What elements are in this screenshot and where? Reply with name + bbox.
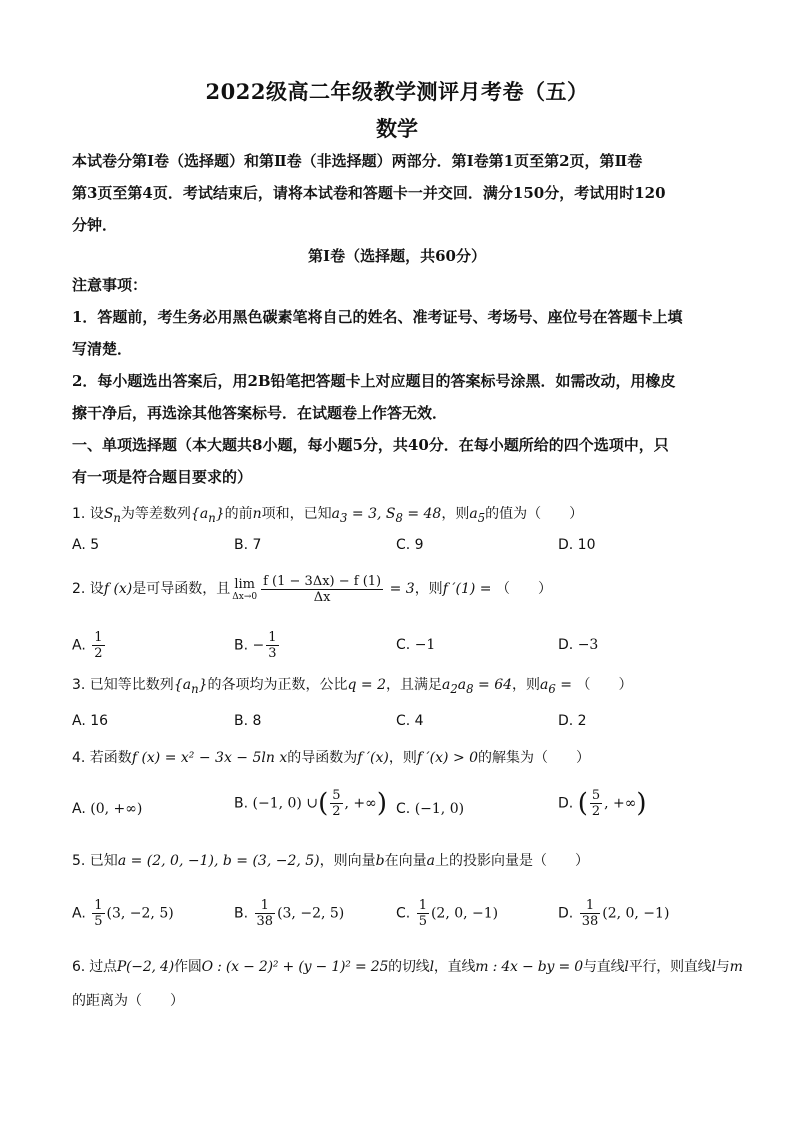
intro-line-3: 分钟．: [72, 216, 118, 234]
q5-option-d: D. $\frac{1}{38}$ (2, 0, −1): [558, 898, 670, 929]
q3-option-b: B. 8: [234, 713, 262, 729]
q1-option-a: A. 5: [72, 537, 100, 553]
note-1-line-2: 写清楚．: [72, 340, 133, 358]
note-1-line-1: 1．答题前，考生务必用黑色碳素笔将自己的姓名、准考证号、考场号、座位号在答题卡上填: [72, 308, 683, 326]
q5-option-b: B. $\frac{1}{38}$ (3, −2, 5): [234, 898, 345, 929]
question-2: 2. 设f (x)是可导函数，且 lim Δx→0 $\frac{f (1 - 3\Delta x) - f (1)}{\Delta x}$ = 3，则f ′(1) = （ ）: [72, 573, 552, 605]
q4-option-b: B. (−1, 0) ∪( $\frac{5}{2}$ , +∞): [234, 788, 387, 819]
q2-option-d: D. −3: [558, 637, 599, 653]
intro-paragraph: [72, 145, 724, 241]
subject-title: 数学: [376, 116, 418, 141]
q3-option-d: D. 2: [558, 713, 587, 729]
q4-option-a: A. (0, +∞): [72, 801, 143, 817]
q2-option-b: B. − $\frac{1}{3}$: [234, 630, 277, 661]
q2-option-a: A. $\frac{1}{2}$: [72, 630, 103, 661]
limit-operator: lim Δx→0: [232, 576, 258, 602]
q2-option-c: C. −1: [396, 637, 436, 653]
intro-line-1: 本试卷分第Ⅰ卷（选择题）和第Ⅱ卷（非选择题）两部分．第Ⅰ卷第1页至第2页，第Ⅱ卷: [72, 152, 643, 170]
question-5: 5. 已知a = (2, 0, −1), b = (3, −2, 5)，则向量b在向量a上的投影向量是（ ）: [72, 853, 589, 869]
question-4: 4. 若函数f (x) = x² − 3x − 5ln x的导函数为f ′(x)，则f ′(x) > 0的解集为（ ）: [72, 750, 591, 766]
part1-line-1: 一、单项选择题（本大题共8小题，每小题5分，共40分．在每小题所给的四个选项中，只: [72, 436, 669, 454]
q3-option-a: A. 16: [72, 713, 109, 729]
question-3: 3. 已知等比数列$\{a_n\}$的各项均为正数，公比q = 2，且满足$a_2a_8 = 64$，则$a_6$ = （ ）: [72, 677, 633, 696]
exam-title: 2022级高二年级教学测评月考卷（五）: [205, 79, 589, 104]
notes-heading: 注意事项：: [72, 276, 148, 294]
question-6: 6. 过点P(−2, 4)作圆O : (x − 2)² + (y − 1)² = 25的切线l，直线m : 4x − by = 0与直线l平行，则直线l与m: [72, 959, 743, 975]
question-1: 1. 设$S_n$为等差数列$\{a_n\}$的前n项和，已知$a_3 = 3$, $S_8 = 48$，则$a_5$的值为（ ）: [72, 506, 584, 525]
q1-option-c: C. 9: [396, 537, 424, 553]
notes-block: [72, 269, 724, 493]
q3-option-c: C. 4: [396, 713, 424, 729]
q5-option-a: A. $\frac{1}{5}$ (3, −2, 5): [72, 898, 174, 929]
part1-line-2: 有一项是符合题目要求的）: [72, 468, 253, 486]
q1-option-d: D. 10: [558, 537, 596, 553]
q1-option-b: B. 7: [234, 537, 262, 553]
note-2-line-2: 擦干净后，再选涂其他答案标号．在试题卷上作答无效．: [72, 404, 448, 422]
note-2-line-1: 2．每小题选出答案后，用2B铅笔把答题卡上对应题目的答案标号涂黑．如需改动，用橡皮: [72, 372, 676, 390]
q4-option-c: C. (−1, 0): [396, 801, 465, 817]
question-6-line-2: 的距离为（ ）: [72, 993, 184, 1009]
section-title: 第Ⅰ卷（选择题，共60分）: [308, 247, 486, 265]
intro-line-2: 第3页至第4页．考试结束后，请将本试卷和答题卡一并交回．满分150分，考试用时120: [72, 184, 666, 202]
q5-option-c: C. $\frac{1}{5}$ (2, 0, −1): [396, 898, 499, 929]
difference-quotient: $\frac{f (1 - 3\Delta x) - f (1)}{\Delta x}$: [263, 573, 382, 605]
q4-option-d: D. ( $\frac{5}{2}$ , +∞): [558, 788, 647, 819]
